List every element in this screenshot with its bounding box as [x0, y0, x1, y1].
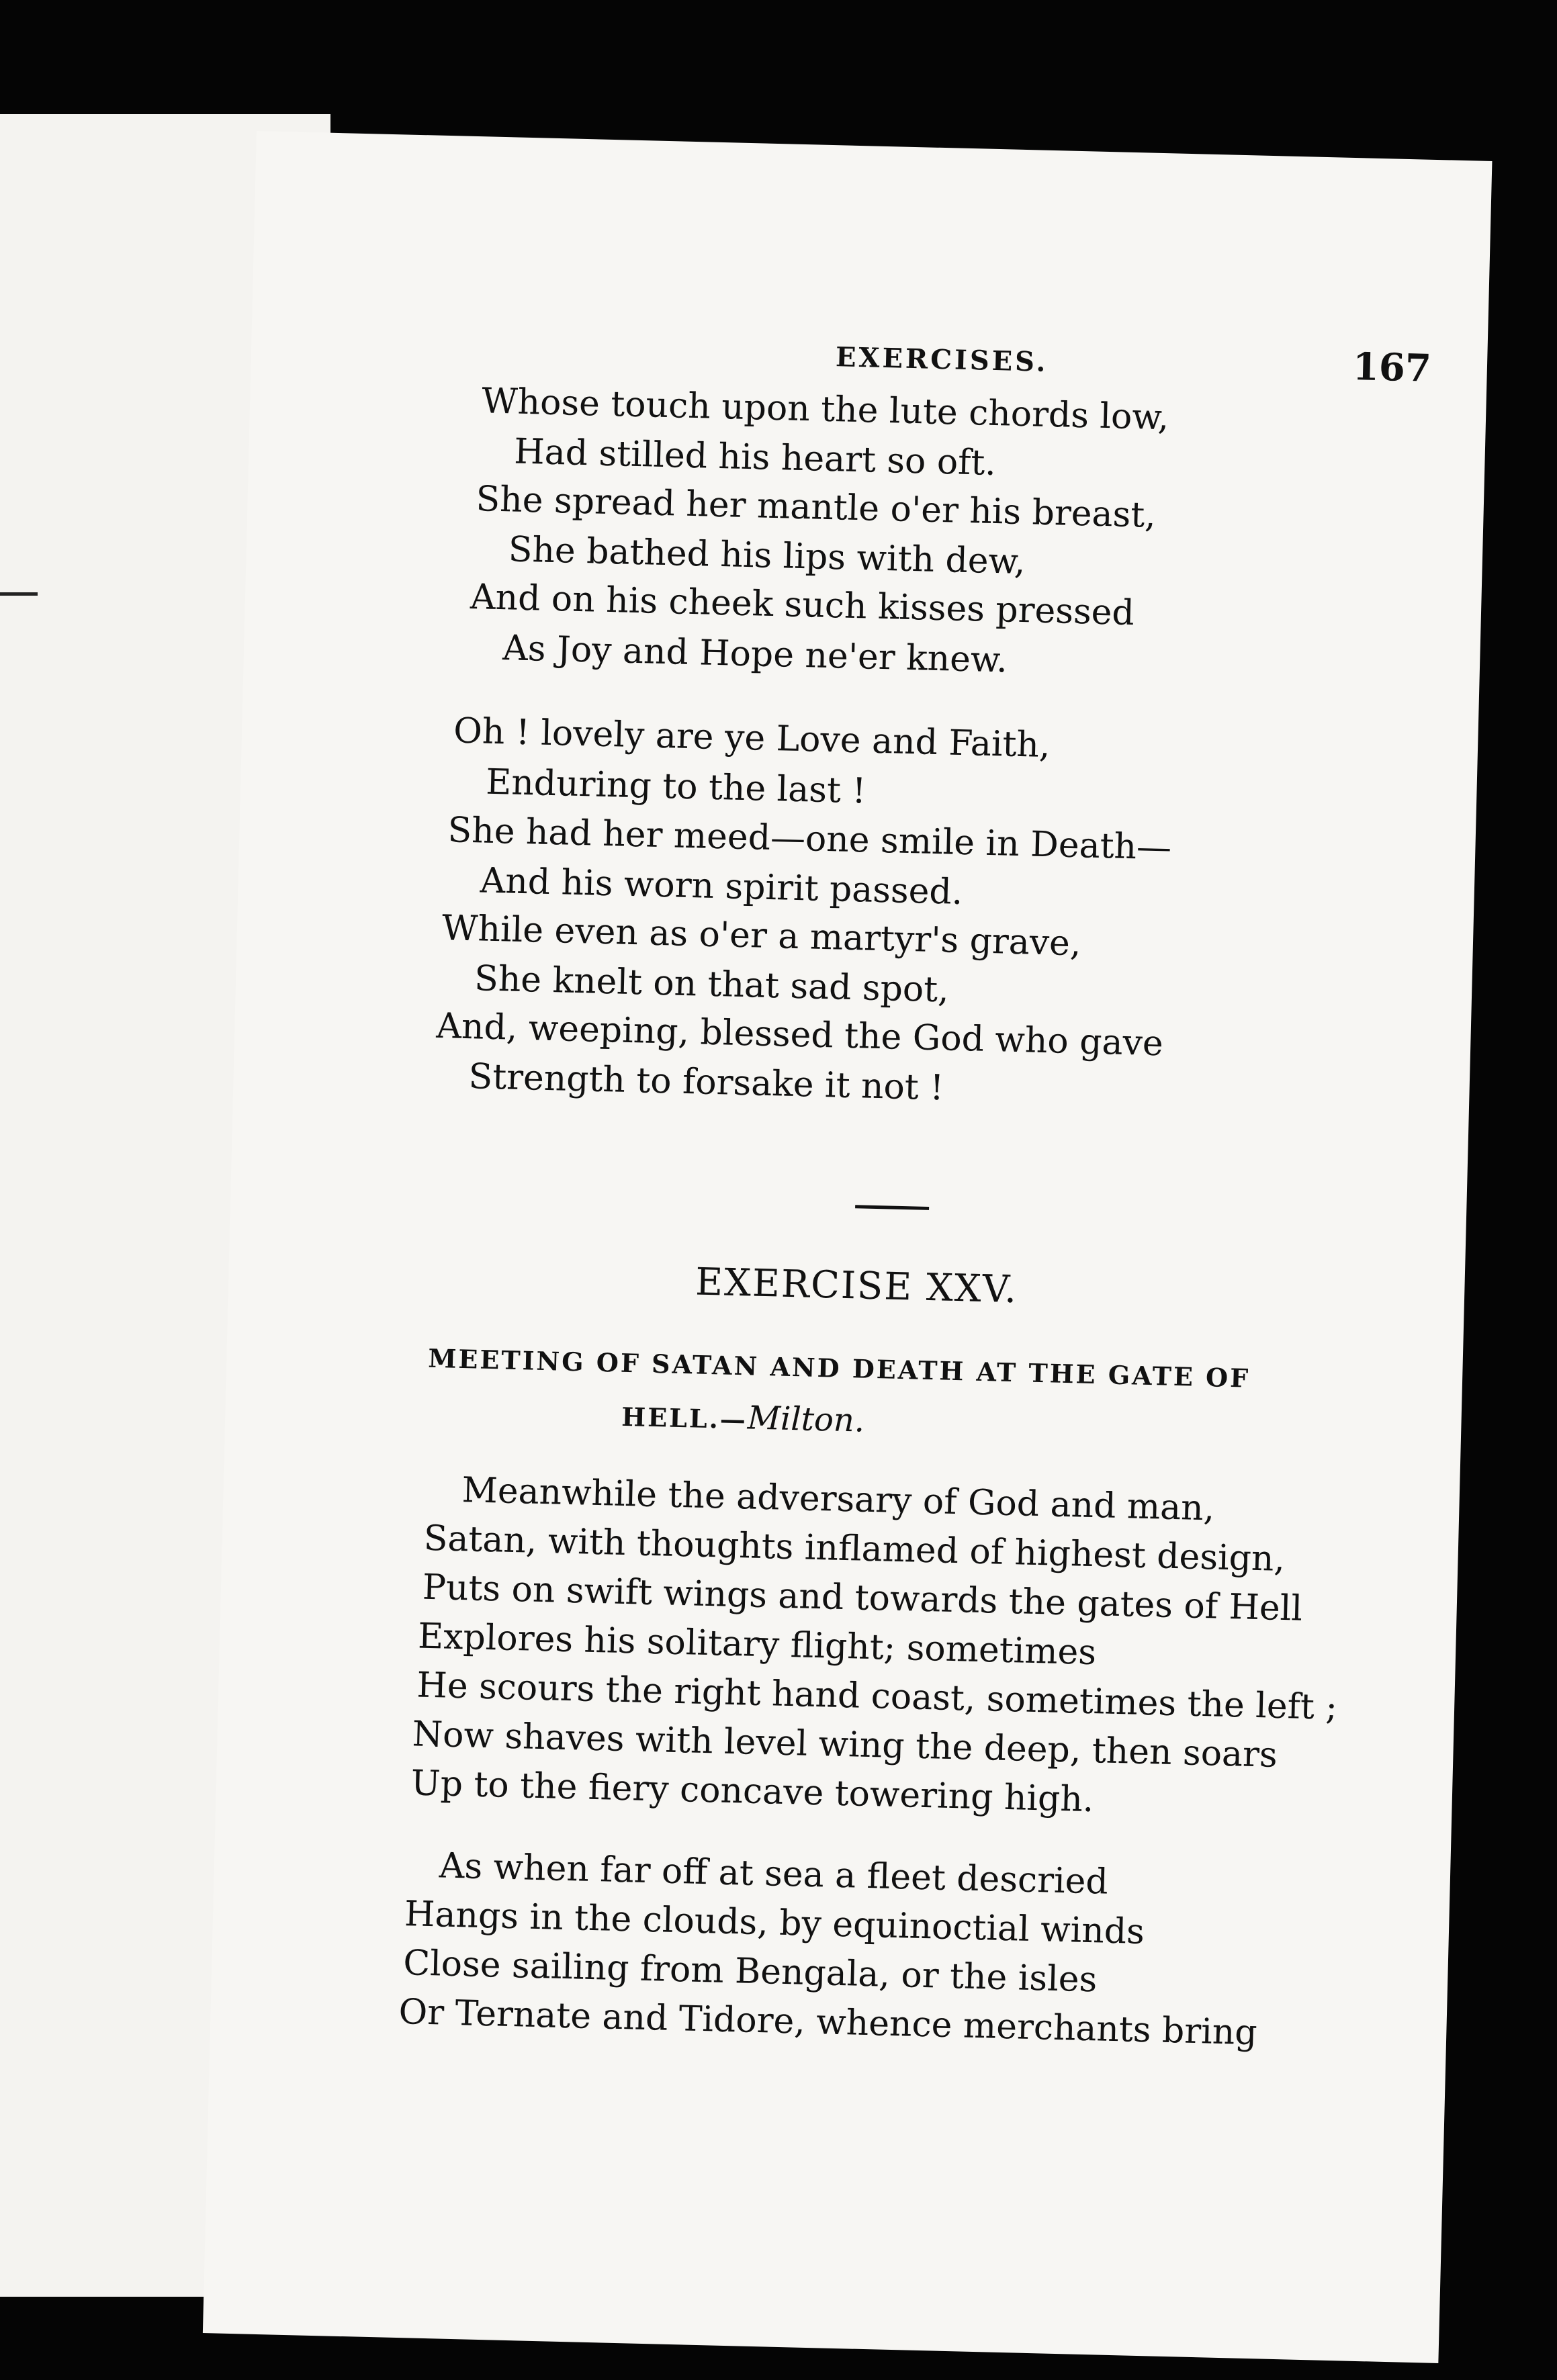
poem-line: Enduring to the last !: [485, 762, 867, 812]
running-title: EXERCISES.: [835, 341, 1049, 378]
poem-line: Strength to forsake it not !: [468, 1056, 944, 1109]
poem-line: She had her meed—one smile in Death—: [447, 810, 1172, 868]
poem-line: Explores his solitary flight; sometimes: [417, 1616, 1097, 1674]
poem-line: She bathed his lips with dew,: [508, 529, 1026, 583]
subtitle-text: HELL.—: [621, 1401, 748, 1435]
poem-line: He scours the right hand coast, sometimes the left ;: [416, 1665, 1338, 1729]
poem-line: And his worn spirit passed.: [480, 860, 963, 913]
poem-line: And, weeping, blessed the God who gave: [435, 1005, 1164, 1064]
poem-line: Satan, with thoughts inflamed of highest design,: [423, 1518, 1286, 1580]
facing-page-dash: [0, 592, 38, 596]
exercise-title: EXERCISE XXV.: [695, 1260, 1018, 1312]
poem-line: Hangs in the clouds, by equinoctial winds: [404, 1894, 1145, 1953]
poem-line: Oh ! lovely are ye Love and Faith,: [453, 711, 1051, 766]
poem-line: As Joy and Hope ne'er knew.: [502, 628, 1008, 681]
poem-line: Close sailing from Bengala, or the isles: [402, 1943, 1098, 2001]
poem-line: Had stilled his heart so oft.: [513, 431, 997, 484]
exercise-subtitle: MEETING OF SATAN AND DEATH AT THE GATE OF: [427, 1342, 1251, 1393]
poem-line: While even as o'er a martyr's grave,: [441, 908, 1082, 964]
author-name: Milton.: [747, 1399, 865, 1440]
running-head: [252, 327, 1487, 391]
exercise-subtitle-continued: [621, 1396, 865, 1440]
book-page: [203, 131, 1493, 2363]
poem-line: As when far off at sea a fleet descried: [439, 1845, 1109, 1903]
poem-line: Whose touch upon the lute chords low,: [481, 381, 1169, 439]
poem-line: Puts on swift wings and towards the gates of Hell: [422, 1567, 1303, 1629]
poem-line: Now shaves with level wing the deep, then soars: [412, 1714, 1278, 1776]
poem-line: She spread her mantle o'er his breast,: [475, 479, 1157, 536]
poem-line: She knelt on that sad spot,: [474, 958, 950, 1011]
page-number: 167: [1352, 344, 1432, 391]
poem-line: Up to the fiery concave towering high.: [410, 1763, 1095, 1821]
poem-line: Or Ternate and Tidore, whence merchants bring: [398, 1992, 1258, 2054]
poem-line: And on his cheek such kisses pressed: [470, 576, 1135, 634]
poem-line: Meanwhile the adversary of God and man,: [461, 1470, 1215, 1529]
section-rule: [855, 1205, 929, 1210]
